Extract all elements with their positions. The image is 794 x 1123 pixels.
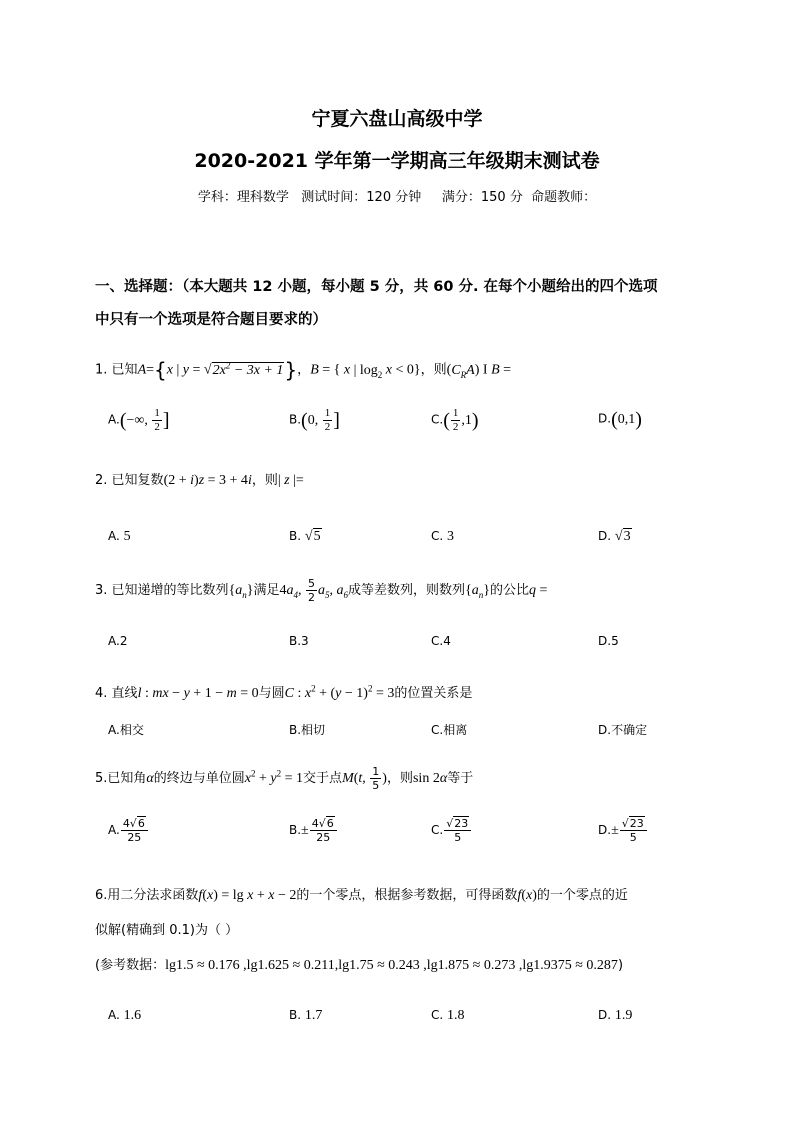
q2-option-a[interactable]: A. 5 xyxy=(108,529,131,544)
exam-title: 2020-2021 学年第一学期高三年级期末测试卷 xyxy=(194,150,600,172)
q5-option-d[interactable]: D.± $\frac{√23}{5}$ xyxy=(598,818,648,843)
q1-option-c[interactable]: C.( $\frac{1}{2}$ ,1) xyxy=(431,407,479,433)
question-6-stem-line2: 似解(精确到 0.1)为（ ） xyxy=(95,923,239,938)
q2-option-c[interactable]: C. 3 xyxy=(431,529,455,544)
q4-option-a[interactable]: A.相交 xyxy=(108,723,144,737)
section-heading-line2: 中只有一个选项是符合题目要求的） xyxy=(95,312,327,328)
q5-option-a[interactable]: A. $\frac{4√6}{25}$ xyxy=(108,818,149,843)
q4-option-b[interactable]: B.相切 xyxy=(289,723,326,737)
question-6-reference-data: (参考数据：lg1.5 ≈ 0.176 ,lg1.625 ≈ 0.211,lg1.75 ≈ 0.243 ,lg1.875 ≈ 0.273 ,lg1.9375 ≈ 0.287) xyxy=(95,958,624,973)
q2-option-b[interactable]: B. √5 xyxy=(289,529,321,544)
q3-option-c[interactable]: C.4 xyxy=(431,634,451,648)
q6-option-b[interactable]: B. 1.7 xyxy=(289,1008,323,1023)
question-5-stem: 5.已知角α的终边与单位圆$x^2 + y^2 = 1$交于点M(t, $\frac{1}{5}$ )，则sin 2α等于 xyxy=(95,765,474,792)
question-6-stem: 6.用二分法求函数f(x) = lg x + x − 2的一个零点，根据参考数据，可得函数f(x)的一个零点的近 xyxy=(95,888,628,903)
q5-option-c[interactable]: C. $\frac{√23}{5}$ xyxy=(431,818,472,843)
question-3-stem: 3. 已知递增的等比数列$\{a_n\}$满足$4a_4$, $\frac{5}{2}$ $a_5$, $a_6$成等差数列，则数列$\{a_n\}$的公比q = xyxy=(95,577,548,604)
school-name: 宁夏六盘山高级中学 xyxy=(311,108,483,130)
q6-option-a[interactable]: A. 1.6 xyxy=(108,1008,142,1023)
q1-option-a[interactable]: A.(−∞, $\frac{1}{2}$ ] xyxy=(108,407,170,433)
math-expression: A xyxy=(137,362,147,378)
q5-option-b[interactable]: B.± $\frac{4√6}{25}$ xyxy=(289,818,338,843)
q4-option-d[interactable]: D.不确定 xyxy=(598,723,648,737)
question-4-stem: 4. 直线l : mx − y + 1 − m = 0与圆C : $x^2 + (y - 1)^2 = 3$的位置关系是 xyxy=(95,683,473,701)
exam-info: 学科：理科数学 测试时间：120 分钟 满分：150 分 命题教师： xyxy=(197,190,597,205)
q6-option-d[interactable]: D. 1.9 xyxy=(598,1008,633,1023)
question-number: 1. xyxy=(95,362,108,378)
q1-option-d[interactable]: D.(0,1) xyxy=(598,408,642,430)
q1-option-b[interactable]: B.(0, $\frac{1}{2}$ ] xyxy=(289,407,340,433)
q2-option-d[interactable]: D. √3 xyxy=(598,529,631,544)
question-text: 已知 xyxy=(111,362,138,378)
q3-option-a[interactable]: A.2 xyxy=(108,634,128,648)
q3-option-d[interactable]: D.5 xyxy=(598,634,619,648)
q6-option-c[interactable]: C. 1.8 xyxy=(431,1008,465,1023)
question-text: ，则 xyxy=(420,362,447,378)
section-heading-line1: 一、选择题：（本大题共 12 小题，每小题 5 分，共 60 分. 在每个小题给出的四个选项 xyxy=(95,279,658,295)
question-1-stem: 1. 已知A={x | $y = √2x^2 - 3x + 1$}，B = { x | $\log_2 x < 0$}，则$(C_RA)$ I B = xyxy=(95,358,512,382)
question-2-stem: 2. 已知复数(2 + i)z = 3 + 4i，则| z |= xyxy=(95,473,304,488)
q3-option-b[interactable]: B.3 xyxy=(289,634,309,648)
q4-option-c[interactable]: C.相离 xyxy=(431,723,468,737)
